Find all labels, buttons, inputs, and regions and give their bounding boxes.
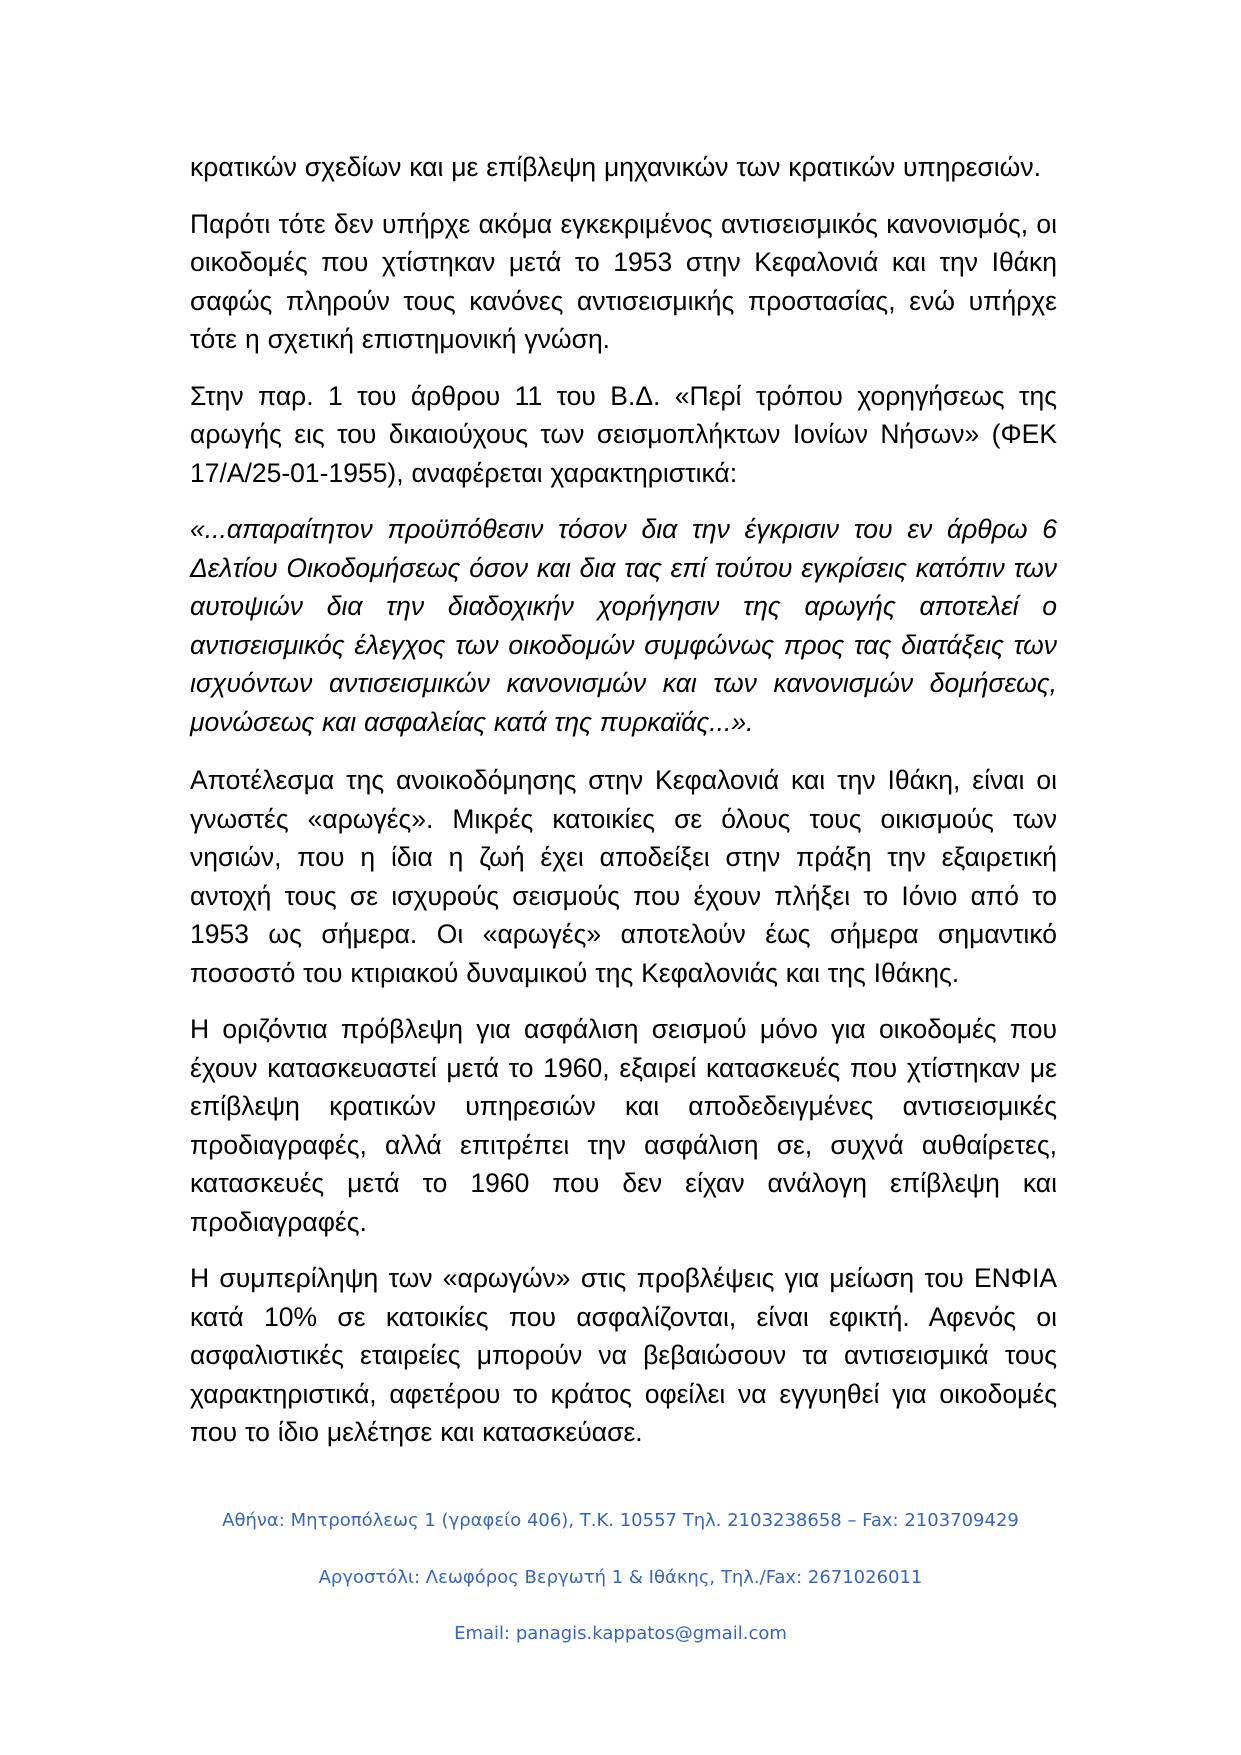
paragraph-decree-quote: «...απαραίτητον προϋπόθεσιν τόσον δια την έγκρισιν του εν άρθρω 6 Δελτίου Οικοδομήσεως όσον και δια τας επί τούτου εγκρίσεις κατόπιν των αυτοψιών δια την διαδοχικήν χορήγησιν της αρωγής αποτελεί ο αντισεισμικός έλεγχος των οικοδομών συμφώνως προς τας διατάξεις των ισχυόντων αντισεισμικών κανονισμών και των κανονισμών δομήσεως, μονώσεως και ασφαλείας κατά της πυρκαϊάς...». xyxy=(190,514,1057,737)
paragraph-continuation: κρατικών σχεδίων και με επίβλεψη μηχανικών των κρατικών υπηρεσιών. xyxy=(190,152,1041,182)
footer-email: Email: panagis.kappatos@gmail.com xyxy=(454,1623,787,1644)
paragraph-enfia-reduction: Η συμπερίληψη των «αρωγών» στις προβλέψεις για μείωση του ΕΝΦΙΑ κατά 10% σε κατοικίες που ασφαλίζονται, είναι εφικτή. Αφενός οι ασφαλιστικές εταιρείες μπορούν να βεβαιώσουν τα αντισεισμικά τους χαρακτηριστικά, αφετέρου το κράτος οφείλει να εγγυηθεί για οικοδομές που το ίδιο μελέτησε και κατασκεύασε. xyxy=(190,1263,1057,1447)
paragraph-antiseismic-code: Παρότι τότε δεν υπήρχε ακόμα εγκεκριμένος αντισεισμικός κανονισμός, οι οικοδομές που χτίστηκαν μετά το 1953 στην Κεφαλονιά και την Ιθάκη σαφώς πληρούν τους κανόνες αντισεισμικής προστασίας, ενώ υπήρχε τότε η σχετική επιστημονική γνώση. xyxy=(190,208,1057,354)
paragraph-insurance-provision: Η οριζόντια πρόβλεψη για ασφάλιση σεισμού μόνο για οικοδομές που έχουν κατασκευαστεί μετά το 1960, εξαιρεί κατασκευές που χτίστηκαν με επίβλεψη κρατικών υπηρεσιών και αποδεδειγμένες αντισεισμικές προδιαγραφές, αλλά επιτρέπει την ασφάλιση σε, συχνά αυθαίρετες, κατασκευές μετά το 1960 που δεν είχαν ανάλογη επίβλεψη και προδιαγραφές. xyxy=(190,1014,1057,1237)
footer-argostoli-address: Αργοστόλι: Λεωφόρος Βεργωτή 1 & Ιθάκης, Τηλ./Fax: 2671026011 xyxy=(318,1567,923,1588)
paragraph-royal-decree: Στην παρ. 1 του άρθρου 11 του Β.Δ. «Περί τρόπου χορηγήσεως της αρωγής εις του δικαιούχους των σεισμοπλήκτων Ιονίων Νήσων» (ΦΕΚ 17/Α/25-01-1955), αναφέρεται χαρακτηριστικά: xyxy=(190,380,1057,488)
paragraph-arogés-result: Αποτέλεσμα της ανοικοδόμησης στην Κεφαλονιά και την Ιθάκη, είναι οι γνωστές «αρωγές». Μικρές κατοικίες σε όλους τους οικισμούς των νησιών, που η ίδια η ζωή έχει αποδείξει στην πράξη την εξαιρετική αντοχή τους σε ισχυρούς σεισμούς που έχουν πλήξει το Ιόνιο από το 1953 ως σήμερα. Οι «αρωγές» αποτελούν έως σήμερα σημαντικό ποσοστό του κτιριακού δυναμικού της Κεφαλονιάς και της Ιθάκης. xyxy=(190,765,1057,988)
document-body xyxy=(190,148,1057,1470)
footer-athens-address: Αθήνα: Μητροπόλεως 1 (γραφείο 406), Τ.Κ. 10557 Τηλ. 2103238658 – Fax: 2103709429 xyxy=(222,1510,1019,1531)
